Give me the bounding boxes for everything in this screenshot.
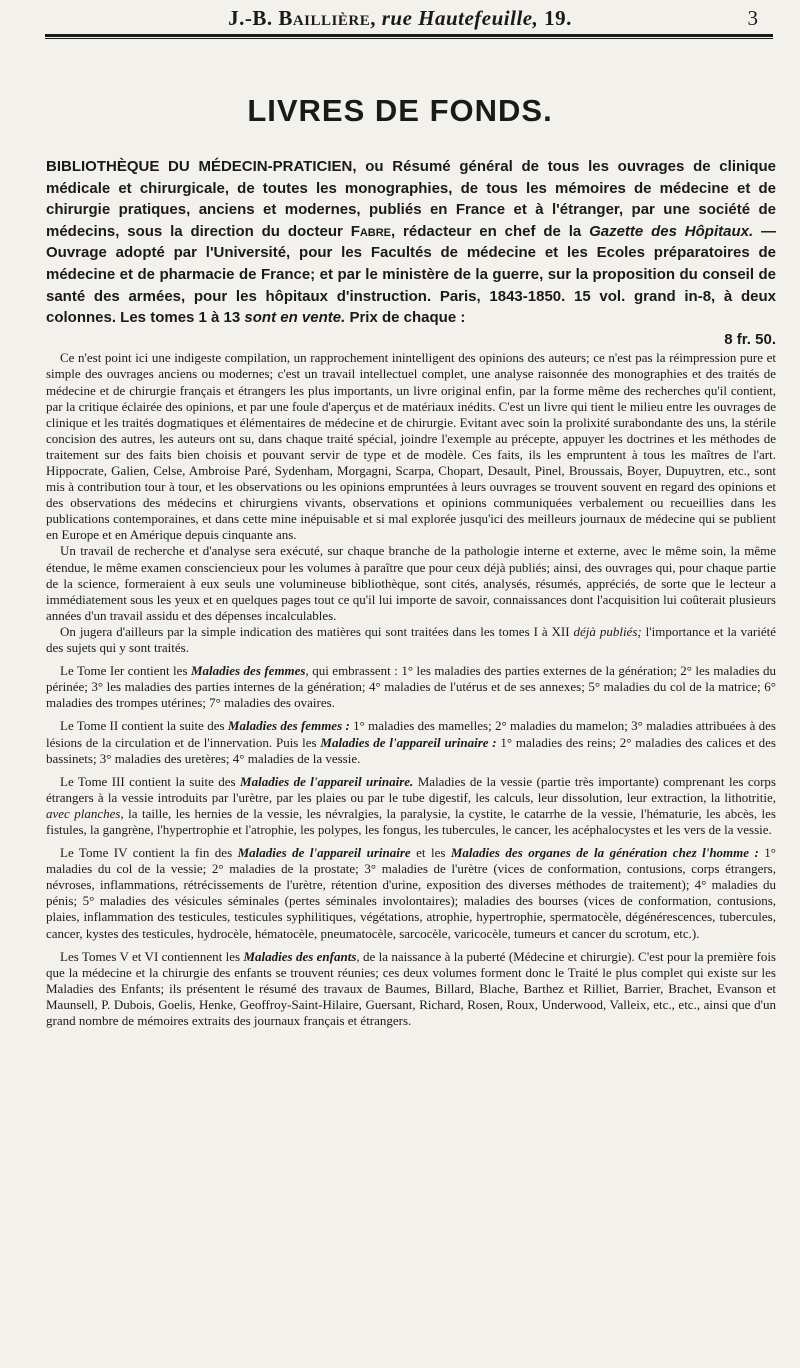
paragraph-text: Ce n'est point ici une indigeste compilation, un rapprochement inintelligent des opinions des auteurs; ce n'est pas la réimpression pure et simple des ouvrages anciens ou modernes; c'est un travail intellectuel complet, une analyse raisonnée des monographies et des traités de médecine et de chirurgie français et étrangers les plus importants, un livre original enfin, par la forme même des recherches qu'il contient, par la critique éclairée des opinions, et par une foule d'aperçus et de matériaux inédits. C'est un livre qui tient le milieu entre les ouvrages de clinique et les traités dogmatiques et élémentaires de médecine et de chirurgie. Evitant avec soin la prolixité surabondante des uns, la stérile concision des autres, les auteurs ont su, dans chaque traité spécial, joindre l'exemple au précepte, appuyer les doctrines et les méthodes de traitement sur des faits bien choisis et pouvant servir de type et de modèle. Ces faits, ils les empruntent à tous les maîtres de l'art. Hippocrate, Galien, Celse, Ambroise Paré, Sydenham, Morgagni, Scarpa, Chopart, Desault, Pinel, Broussais, Boyer, Dupuytren, etc., sont mis à contribution tour à tour, et les observations ou les opinions empruntées à leurs ouvrages se trouvent souvent en regard des opinions et des observations des médecins et chirurgiens vivants, observations et opinions communiquées verbalement ou recueillies dans les publications contemporaines, et dans cette mine inépuisable et si mal explorée jusqu'ici des meilleurs journaux de médecine qui se publient en Europe et en Amérique depuis cinquante ans. — [46, 350, 776, 543]
description-paragraphs — [46, 350, 776, 1029]
paragraph-text: l'importance et la variété des sujets qui y sont traités. — [46, 623, 776, 656]
emphasized-text: avec planches — [46, 805, 121, 821]
paragraph-text: 1° maladies du col de la vessie; 2° maladies de la prostate; 3° maladies de l'urètre (vices de conformation, contusions, corps étrangers, névroses, inflammations, rétrécissements de l'urètre, rétention d'urine, exposition des diverses méthodes de traitement); 4° maladies du pénis; 5° maladies des vésicules séminales (pertes séminales involontaires); maladies des bourses (vices de conformation, contusions, plaies, inflammation des testicules, testicules syphilitiques, végétations, atrophie, hypertrophie, spermatocèle, dégénérescences, tubercules, cancer, kystes des testicules, hydrocèle, hématocèle, pneumatocèle, sarcocèle, varicocèle, tumeurs et cancer du scrotum, etc.). — [46, 845, 776, 941]
paragraph-text: Le Tome Ier contient les — [60, 663, 191, 679]
publisher-name: J.-B. Baillière, — [228, 6, 376, 30]
book-description: ou Résumé général de tous les ouvrages de clinique médicale et chirurgicale, de toutes les monographies, de tous les mémoires de médecine et de chirurgie pratiques, anciens et modernes, publiés en France et à l'étranger, par une société de médecins, sous la direction du docteur — [46, 158, 776, 240]
emphasized-text: Maladies des femmes — [190, 663, 306, 679]
description-paragraph — [46, 774, 776, 838]
paragraph-text: On jugera d'ailleurs par la simple indication des matières qui sont traitées dans les tomes I à XII — [60, 623, 574, 639]
emphasized-text: Maladies de l'appareil urinaire. — [240, 773, 414, 789]
description-paragraph — [46, 949, 776, 1029]
price: 8 fr. 50. — [724, 330, 776, 348]
paragraph-text: , de la naissance à la puberté (Médecine et chirurgie). C'est pour la première fois que la médecine et la chirurgie des enfants se trouvent réunies; ces deux volumes forment donc le Traité le plus complet qui existe sur les Maladies des Enfants; ils présentent le résumé des travaux de Baumes, Billard, Blache, Barthez et Rilliet, Barrier, Brachet, Evanson et Maunsell, P. Dubois, Goelis, Henke, Geoffroy-Saint-Hilaire, Guersant, Richard, Rosen, Roux, Underwood, Valleix, etc., etc., ainsi que d'un grand nombre de mémoires extraits des journaux français et étrangers. — [46, 948, 776, 1028]
paragraph-text: Le Tome III contient la suite des — [60, 773, 241, 789]
emphasized-text: Maladies de l'appareil urinaire : — [320, 734, 497, 750]
emphasized-text: Maladies des femmes : — [227, 718, 350, 734]
street-number: 19. — [544, 6, 572, 30]
publisher-street: rue Hautefeuille, — [381, 6, 539, 30]
editor-name: Fabre — [350, 222, 392, 240]
book-details: — Ouvrage adopté par l'Université, pour les Facultés de médecine et les Ecoles préparatoires de médecine et de pharmacie de France; et par le ministère de la guerre, sur la proposition du conseil de santé des armées, pour les hôpitaux d'instruction. Paris, 1843-1850. 15 vol. grand in-8, à deux colonnes. Les tomes 1 à 13 — [46, 222, 776, 327]
description-paragraph — [46, 663, 776, 711]
page-number: 3 — [747, 6, 758, 30]
emphasized-text: déjà publiés; — [573, 623, 642, 639]
description-paragraph — [46, 350, 776, 543]
paragraph-text: Un travail de recherche et d'analyse sera exécuté, sur chaque branche de la pathologie interne et externe, avec le même soin, la même étendue, le même examen consciencieux pour les volumes à paraître que pour ceux déjà publiés; ainsi, des ouvrages qui, pour chaque partie de la science, formeraient à eux seuls une volumineuse bibliothèque, sont cités, analysés, résumés, appréciés, de sorte que le lecteur a immédiatement sous les yeux et en quelques pages tout ce qu'il lui importe de savoir, connaissances dont l'acquisition lui coûterait plusieurs années d'un travail assidu et des dépenses incalculables. — [46, 543, 776, 623]
paragraph-text: Maladies de la vessie (partie très importante) comprenant les corps étrangers à la vessie introduits par l'urètre, par les plaies ou par le tube digestif, les calculs, leur dissolution, leur extraction, la lithotritie, — [46, 773, 776, 805]
paragraph-text: , qui embrassent : 1° les maladies des parties externes de la génération; 2° les maladies du périnée; 3° les maladies des parties internes de la génération; 4° maladies de l'utérus et de ses annexes; 5° maladies du col de la matrice; 6° maladies des trompes utérines; 7° maladies des ovaires. — [46, 663, 777, 711]
paragraph-text: et les — [410, 845, 451, 861]
availability: sont en vente. — [244, 309, 346, 327]
description-paragraph — [46, 718, 776, 766]
emphasized-text: Maladies de l'appareil urinaire — [237, 845, 411, 861]
emphasized-text: Maladies des enfants — [243, 948, 357, 964]
header-rule-thin — [45, 38, 773, 39]
running-head — [0, 6, 800, 31]
description-paragraph — [46, 845, 776, 942]
paragraph-text: 1° maladies des reins; 2° maladies des calices et des bassinets; 3° maladies des uretères; 4° maladies de la vessie. — [46, 734, 776, 766]
book-description-cont: , rédacteur en chef de la — [391, 222, 590, 240]
paragraph-text: Les Tomes V et VI contiennent les — [60, 948, 244, 964]
price-label: Prix de chaque : — [345, 309, 466, 327]
book-entry — [46, 156, 776, 350]
emphasized-text: Maladies des organes de la génération chez l'homme : — [450, 845, 759, 861]
section-title: LIVRES DE FONDS. — [247, 93, 553, 128]
paragraph-text: Le Tome IV contient la fin des — [60, 845, 238, 861]
header-rule — [45, 34, 773, 37]
journal-name: Gazette des Hôpitaux. — [589, 222, 754, 240]
description-paragraph — [46, 624, 776, 656]
paragraph-text: Le Tome II contient la suite des — [60, 718, 228, 734]
catalogue-body — [46, 156, 776, 1029]
paragraph-text: 1° maladies des mamelles; 2° maladies du mamelon; 3° maladies attribuées à des lésions de la circulation et de l'innervation. Puis les — [46, 718, 776, 750]
book-title: BIBLIOTHÈQUE DU MÉDECIN-PRATICIEN, — [46, 158, 357, 175]
paragraph-text: , la taille, les hernies de la vessie, les névralgies, la paralysie, la cystite, le catarrhe de la vessie, l'hématurie, les abcès, les fistules, la gangrène, l'hypertrophie et l'atrophie, les polypes, les fongus, les tubercules, le cancer, les acéphalocystes et les vers de la vessie. — [46, 805, 776, 837]
description-paragraph — [46, 543, 776, 623]
